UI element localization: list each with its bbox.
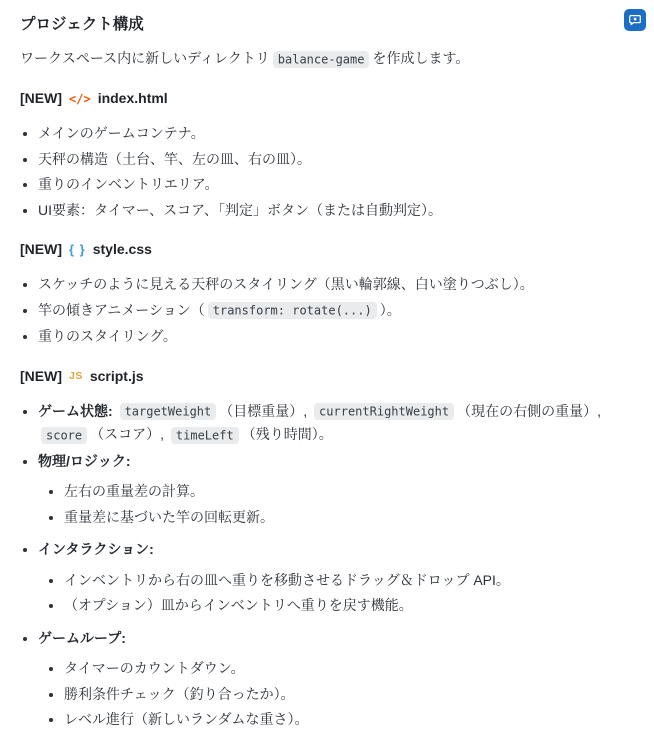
file-heading-index-html: [20, 88, 634, 109]
list-item: • インベントリから右の皿へ重りを移動させるドラッグ＆ドロップ API。: [64, 569, 634, 592]
text-run: ）。: [379, 301, 401, 318]
text-run: 竿の傾きアニメーション（: [38, 301, 205, 318]
list-item: • タイマーのカウントダウン。: [64, 657, 634, 680]
text-run: （スコア）,: [90, 426, 168, 442]
inline-code: timeLeft: [171, 427, 239, 444]
sub-list: [38, 480, 634, 528]
text-run: [113, 403, 117, 419]
text-run: （残り時間）。: [241, 426, 333, 442]
page-title: プロジェクト構成: [20, 16, 144, 33]
inline-code: currentRightWeight: [314, 403, 454, 420]
list-item: • メインのゲームコンテナ。: [38, 122, 634, 145]
list-item: • （オプション）皿からインベントリへ重りを戻す機能。: [64, 594, 634, 617]
inline-code: score: [41, 427, 87, 444]
list-item: [38, 400, 634, 447]
comment-button[interactable]: [624, 9, 646, 31]
sub-list: [38, 569, 634, 617]
css-file-icon: { }: [69, 242, 86, 257]
bold-label: ゲーム状態:: [38, 402, 113, 419]
list-item: • 天秤の構造（土台、竿、左の皿、右の皿）。: [38, 148, 634, 171]
sub-list: [38, 657, 634, 731]
bold-label: ゲームループ:: [38, 629, 126, 646]
js-file-icon: JS: [69, 369, 83, 382]
list-item: [38, 538, 634, 617]
new-tag: [NEW]: [20, 367, 62, 384]
html-file-icon: </>: [69, 91, 91, 106]
feature-list-style-css: [20, 273, 634, 348]
bold-label: 物理/ロジック:: [38, 452, 131, 469]
file-name: style.css: [92, 241, 152, 257]
intro-text: ワークスペース内に新しいディレクトリ: [20, 50, 270, 66]
inline-code: targetWeight: [120, 403, 217, 420]
list-item: • スケッチのように見える天秤のスタイリング（黒い輪郭線、白い塗りつぶし）。: [38, 273, 634, 296]
feature-list-script-js: [20, 400, 634, 731]
list-item: • レベル進行（新しいランダムな重さ）。: [64, 708, 634, 731]
list-item: • UI要素：タイマー、スコア、「判定」ボタン（または自動判定）。: [38, 199, 634, 222]
feature-list-index-html: [20, 122, 634, 221]
inline-code: transform: rotate(...): [208, 302, 377, 319]
list-item: • 勝利条件チェック（釣り合ったか）。: [64, 683, 634, 706]
file-heading-script-js: [20, 366, 634, 387]
list-item: • 重りのスタイリング。: [38, 325, 634, 348]
new-tag: [NEW]: [20, 90, 62, 106]
file-name: script.js: [89, 367, 144, 384]
bold-label: インタラクション:: [38, 541, 154, 557]
file-name: index.html: [97, 90, 168, 106]
list-item: • 左右の重量差の計算。: [64, 480, 634, 503]
list-item: [38, 299, 634, 323]
comment-icon: [628, 13, 642, 27]
file-heading-style-css: [20, 239, 634, 260]
list-item: [38, 627, 634, 731]
list-item: • 重りのインベントリエリア。: [38, 173, 634, 196]
intro-text: を作成します。: [372, 50, 470, 66]
text-run: （現在の右側の重量）,: [457, 402, 601, 419]
list-item: • 重量差に基づいた竿の回転更新。: [64, 506, 634, 529]
intro-paragraph: [20, 48, 634, 70]
text-run: （目標重量）,: [219, 402, 312, 419]
list-item: [38, 450, 634, 529]
inline-code: balance-game: [273, 51, 370, 68]
new-tag: [NEW]: [20, 241, 62, 257]
